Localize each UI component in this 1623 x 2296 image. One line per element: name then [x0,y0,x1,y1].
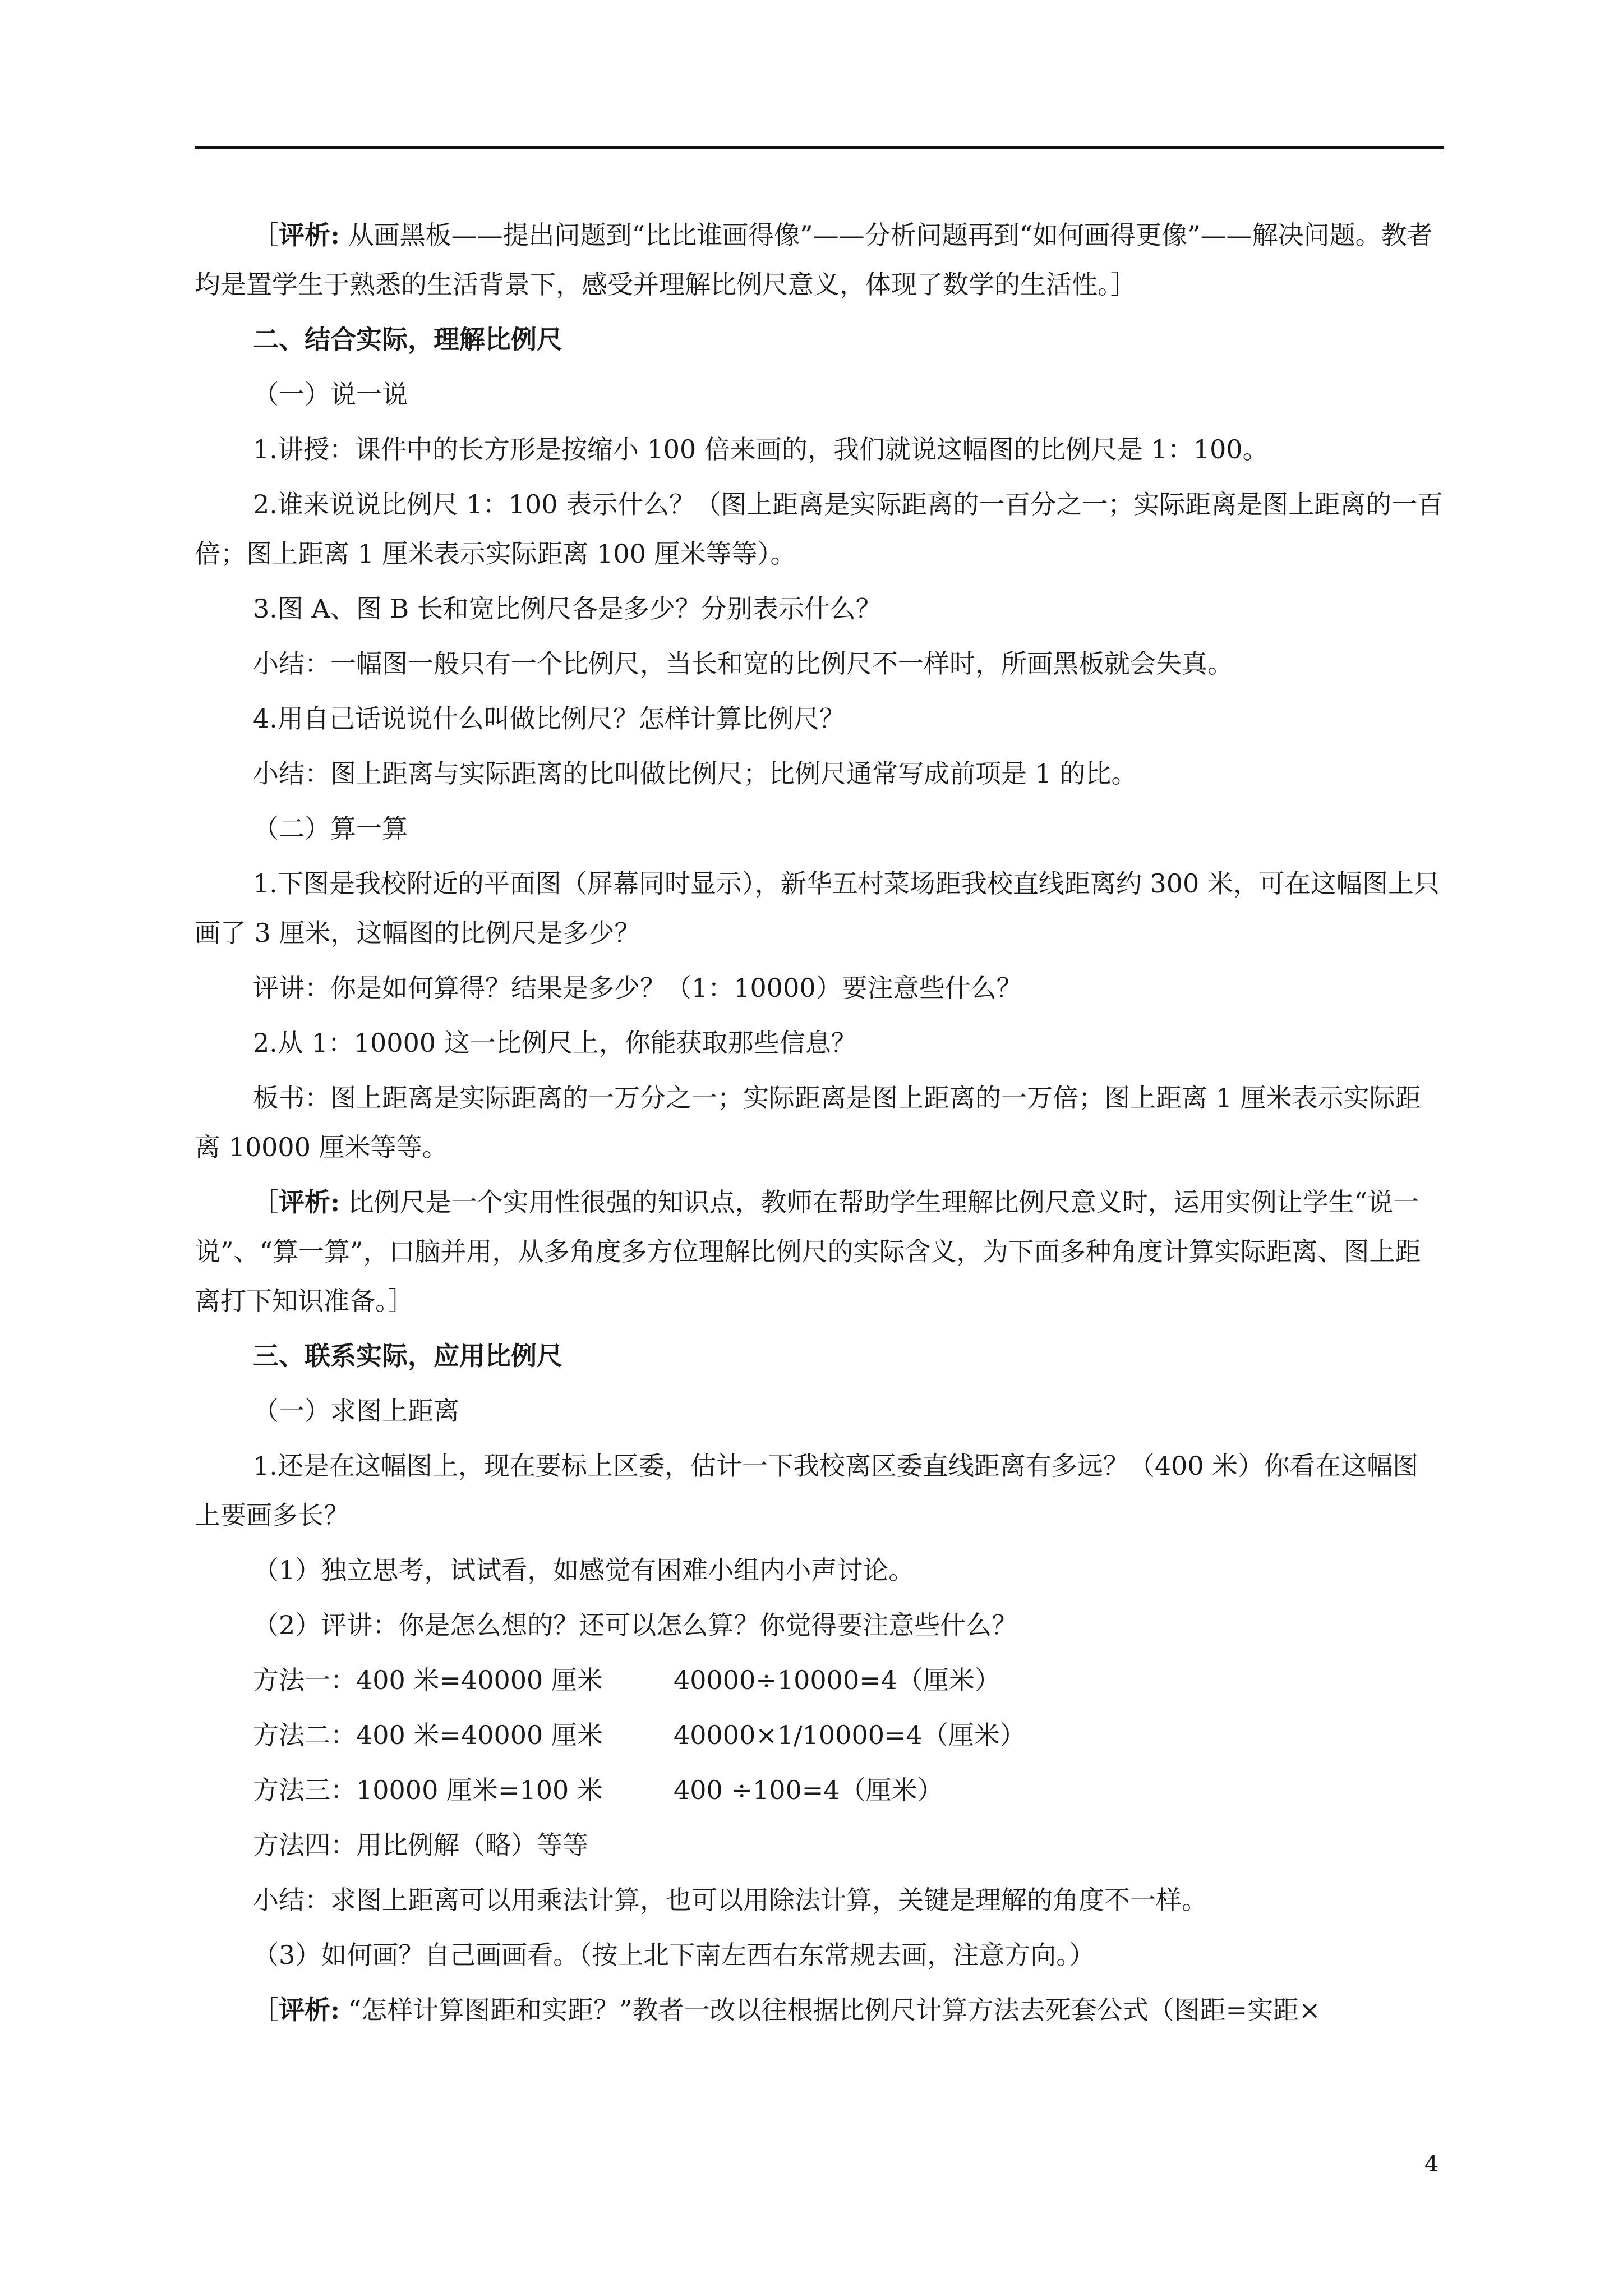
method-calculation: 400 ÷100=4（厘米） [674,1775,943,1805]
summary-paragraph: 小结：一幅图一般只有一个比例尺，当长和宽的比例尺不一样时，所画黑板就会失真。 [253,648,1233,679]
subsection-heading: （二）算一算 [253,813,408,844]
header-rule [195,146,1444,149]
method-calculation: 40000×1/10000=4（厘米） [674,1720,1026,1750]
method-row [195,1655,1444,1705]
comment-paragraph: ［评析: 比例尺是一个实用性很强的知识点，教师在帮助学生理解比例尺意义时，运用实例让学生“说一说”、“算一算”，口脑并用，从多角度多方位理解比例尺的实际含义，为下面多种角度计算实际距离、图上距离打下知识准备。］ [195,1187,1421,1316]
subsection-heading: （一）说一说 [253,379,408,409]
body-paragraph: 方法四：用比例解（略）等等 [253,1830,588,1860]
page-number: 4 [1424,2151,1439,2177]
summary-paragraph: 小结：求图上距离可以用乘法计算，也可以用除法计算，关键是理解的角度不一样。 [253,1885,1207,1915]
body-paragraph: 4.用自己话说说什么叫做比例尺？怎样计算比例尺？ [253,703,845,734]
method-row [195,1710,1444,1760]
method-conversion: 方法二：400 米=40000 厘米 [253,1720,603,1750]
method-calculation: 40000÷10000=4（厘米） [674,1665,1001,1695]
body-paragraph: 1.讲授：课件中的长方形是按缩小 100 倍来画的，我们就说这幅图的比例尺是 1：100。 [253,434,1269,464]
body-paragraph: 评讲：你是如何算得？结果是多少？（1：10000）要注意些什么？ [253,973,1022,1003]
body-paragraph: 1.还是在这幅图上，现在要标上区委，估计一下我校离区委直线距离有多远？（400 米）你看在这幅图上要画多长？ [195,1451,1419,1530]
method-conversion: 方法三：10000 厘米=100 米 [253,1775,603,1805]
comment-paragraph: ［评析: “怎样计算图距和实距？”教者一改以往根据比例尺计算方法去死套公式（图距=实距× [253,1995,1321,2025]
body-paragraph: 2.从 1：10000 这一比例尺上，你能获取那些信息？ [253,1028,857,1058]
body-paragraph: 1.下图是我校附近的平面图（屏幕同时显示），新华五村菜场距我校直线距离约 300 米，可在这幅图上只画了 3 厘米，这幅图的比例尺是多少？ [195,868,1440,948]
method-row [195,1765,1444,1815]
summary-paragraph: 小结：图上距离与实际距离的比叫做比例尺；比例尺通常写成前项是 1 的比。 [253,758,1137,789]
section-heading: 二、结合实际，理解比例尺 [253,324,562,355]
body-paragraph: 3.图 A、图 B 长和宽比例尺各是多少？分别表示什么？ [253,593,882,624]
section-heading: 三、联系实际，应用比例尺 [253,1341,562,1371]
method-conversion: 方法一：400 米=40000 厘米 [253,1665,603,1695]
body-paragraph: （1）独立思考，试试看，如感觉有困难小组内小声讨论。 [253,1555,915,1585]
body-paragraph: （3）如何画？自己画画看。（按上北下南左西右东常规去画，注意方向。） [253,1940,1095,1970]
body-paragraph: 2.谁来说说比例尺 1：100 表示什么？（图上距离是实际距离的一百分之一；实际距离是图上距离的一百倍；图上距离 1 厘米表示实际距离 100 厘米等等）。 [195,489,1444,569]
body-paragraph: （2）评讲：你是怎么想的？还可以怎么算？你觉得要注意些什么？ [253,1610,1018,1640]
comment-paragraph: ［评析: 从画黑板——提出问题到“比比谁画得像”——分析问题再到“如何画得更像”——解决问题。教者均是置学生于熟悉的生活背景下，感受并理解比例尺意义，体现了数学的生活性。］ [195,220,1433,300]
subsection-heading: （一）求图上距离 [253,1396,459,1426]
document-body [195,210,1444,2040]
board-writing-paragraph: 板书：图上距离是实际距离的一万分之一；实际距离是图上距离的一万倍；图上距离 1 厘米表示实际距离 10000 厘米等等。 [195,1083,1421,1162]
